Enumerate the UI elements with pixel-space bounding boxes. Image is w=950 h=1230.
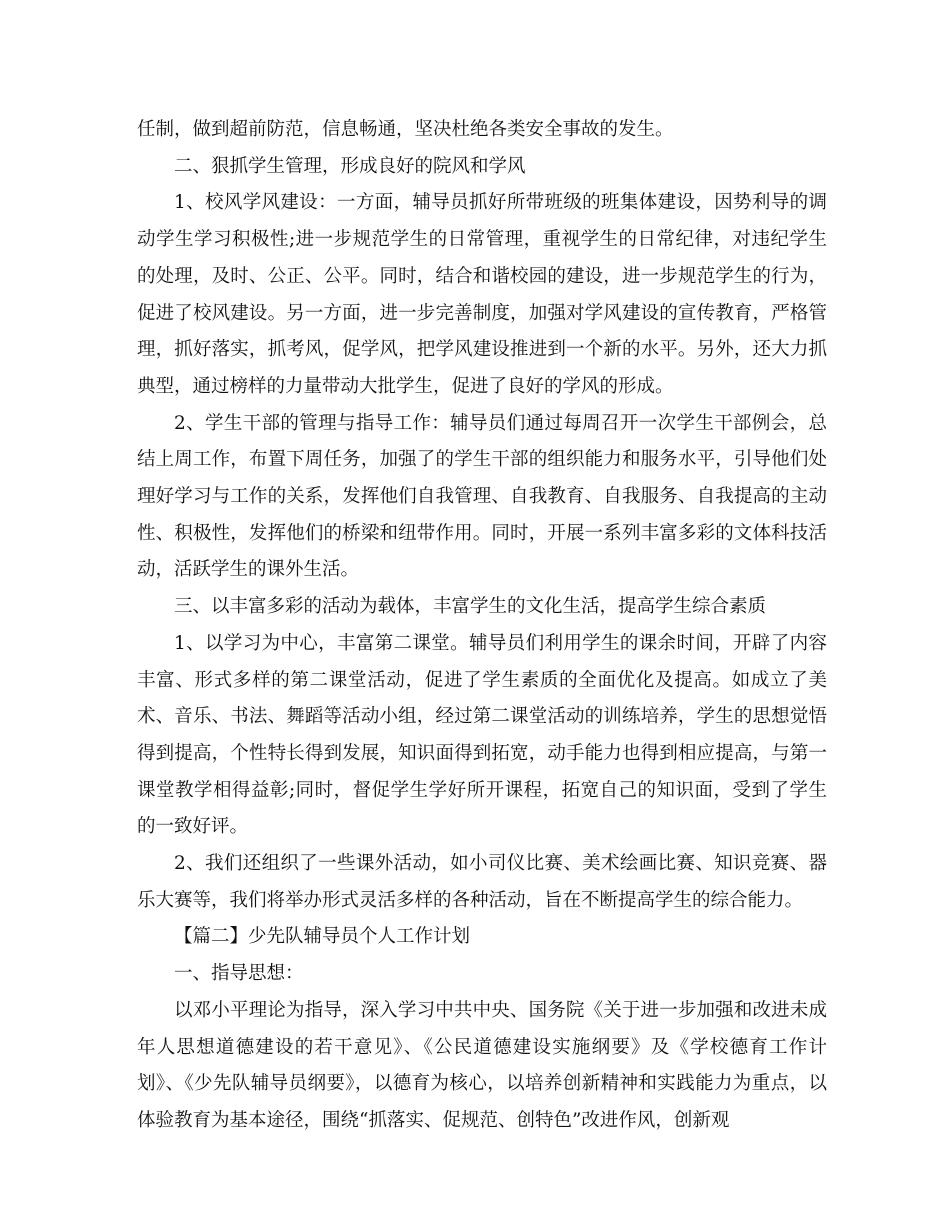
article-title-part-two: 【篇二】少先队辅导员个人工作计划 [174, 926, 471, 948]
section-heading-activities: 三、以丰富多彩的活动为载体，丰富学生的文化生活，提高学生综合素质 [174, 596, 767, 618]
paragraph-second-classroom: 1、以学习为中心，丰富第二课堂。辅导员们利用学生的课余时间，开辟了内容丰富、形式多样的第二课堂活动，促进了学生素质的全面优化及提高。如成立了美术、音乐、书法、舞蹈等活动小组，经过第二课堂活动的训练培养，学生的思想觉悟得到提高，个性特长得到发展，知识面得到拓宽，动手能力也得到相应提高，与第一课堂教学相得益彰;同时，督促学生学好所开课程，拓宽自己的知识面，受到了学生的一致好评。 [137, 632, 827, 838]
paragraph-student-cadres: 2、学生干部的管理与指导工作：辅导员们通过每周召开一次学生干部例会，总结上周工作，布置下周任务，加强了的学生干部的组织能力和服务水平，引导他们处理好学习与工作的关系，发挥他们自我管理、自我教育、自我服务、自我提高的主动性、积极性，发挥他们的桥梁和纽带作用。同时，开展一系列丰富多彩的文体科技活动，活跃学生的课外生活。 [137, 412, 827, 581]
paragraph-school-spirit: 1、校风学风建设：一方面，辅导员抓好所带班级的班集体建设，因势利导的调动学生学习积极性;进一步规范学生的日常管理，重视学生的日常纪律，对违纪学生的处理，及时、公正、公平。同时，结合和谐校园的建设，进一步规范学生的行为，促进了校风建设。另一方面，进一步完善制度，加强对学风建设的宣传教育，严格管理，抓好落实，抓考风，促学风，把学风建设推进到一个新的水平。另外，还大力抓典型，通过榜样的力量带动大批学生，促进了良好的学风的形成。 [137, 192, 827, 397]
paragraph-continuation: 任制，做到超前防范，信息畅通，坚决杜绝各类安全事故的发生。 [137, 119, 674, 140]
section-heading-student-management: 二、狠抓学生管理，形成良好的院风和学风 [174, 155, 526, 177]
paragraph-guiding-ideology: 以邓小平理论为指导，深入学习中共中央、国务院《关于进一步加强和改进未成年人思想道德建设的若干意见》、《公民道德建设实施纲要》及《学校德育工作计划》、《少先队辅导员纲要》，以德育为核心，以培养创新精神和实践能力为重点，以体验教育为基本途径，围绕“抓落实、促规范、创特色”改进作风，创新观 [137, 999, 827, 1131]
paragraph-extracurricular: 2、我们还组织了一些课外活动，如小司仪比赛、美术绘画比赛、知识竞赛、器乐大赛等，我们将举办形式灵活多样的各种活动，旨在不断提高学生的综合能力。 [137, 853, 827, 911]
section-heading-guiding-ideology: 一、指导思想： [174, 963, 304, 985]
document-body [137, 112, 827, 1140]
